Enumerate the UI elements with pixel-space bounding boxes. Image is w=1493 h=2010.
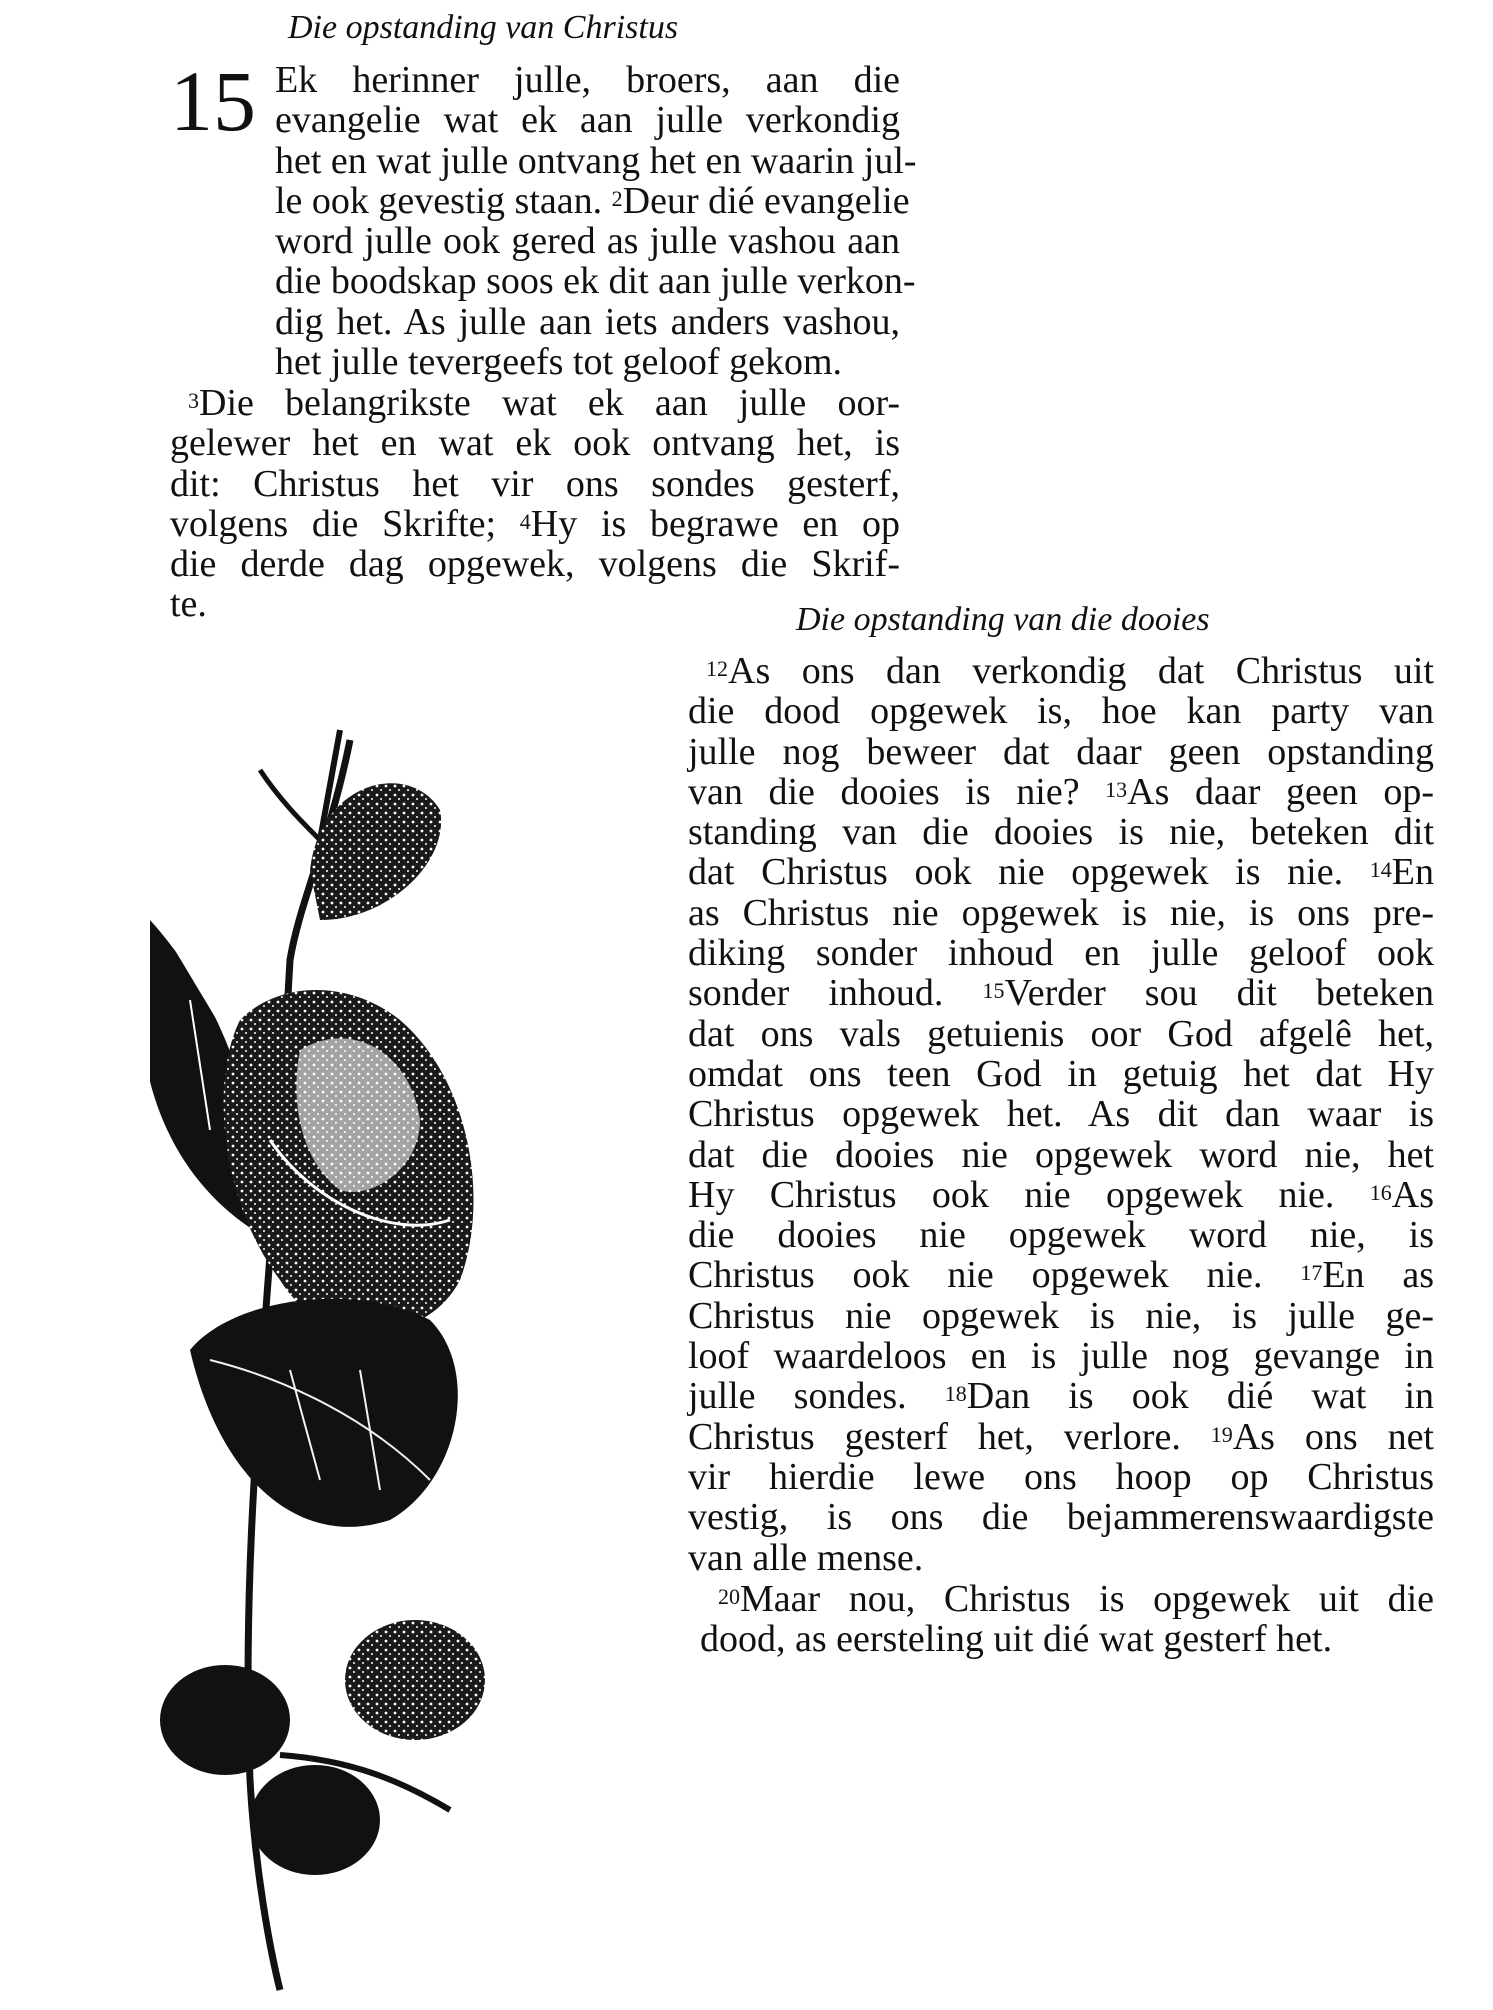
line-text: Christus ook nie opgewek nie. xyxy=(688,1254,1301,1297)
text-line xyxy=(688,1457,1434,1497)
line-text: En xyxy=(1391,851,1434,894)
line-text: Hy is begrawe en op xyxy=(530,502,900,545)
verse-number: 3 xyxy=(188,388,199,413)
text-line xyxy=(688,1094,1434,1134)
line-text: te. xyxy=(170,583,207,626)
text-line xyxy=(275,139,917,182)
text-line xyxy=(275,179,910,222)
line-text: Christus gesterf het, verlore. xyxy=(688,1415,1211,1458)
line-text: As ons dan verkondig dat Christus uit xyxy=(728,650,1434,692)
text-line xyxy=(275,60,900,100)
verse-number: 2 xyxy=(611,185,623,211)
text-line xyxy=(170,544,900,584)
text-line xyxy=(170,383,900,423)
chapter-number: 15 xyxy=(170,53,256,149)
line-text: Christus opgewek het. As dit dan waar is xyxy=(688,1093,1434,1136)
rose-illustration xyxy=(150,720,590,2000)
text-line xyxy=(688,1215,1434,1255)
text-line xyxy=(688,1497,1434,1537)
line-text: le ook gevestig staan. xyxy=(275,179,612,222)
text-line xyxy=(688,1296,1434,1336)
line-text: julle sondes. xyxy=(688,1375,945,1418)
verse-number: 14 xyxy=(1369,857,1392,883)
line-text: Maar nou, Christus is opgewek uit die xyxy=(740,1578,1434,1620)
line-text: die derde dag opgewek, volgens die Skrif- xyxy=(170,543,900,586)
text-line xyxy=(170,504,900,544)
text-line xyxy=(688,732,1434,772)
line-text: evangelie wat ek aan julle verkondig xyxy=(275,99,900,142)
text-line xyxy=(688,1336,1434,1376)
line-text: dat ons vals getuienis oor God afgelê het, xyxy=(688,1012,1434,1055)
text-line xyxy=(275,342,900,382)
text-line xyxy=(688,772,1434,812)
text-line xyxy=(275,100,900,140)
line-text: En as xyxy=(1322,1254,1434,1297)
line-text: standing van die dooies is nie, beteken dit xyxy=(688,811,1434,854)
text-line xyxy=(688,691,1434,731)
line-text: As ons net xyxy=(1232,1415,1434,1458)
line-text: volgens die Skrifte; xyxy=(170,502,520,545)
text-line xyxy=(688,1538,1434,1578)
line-text: van die dooies is nie? xyxy=(688,770,1106,813)
verse-number: 20 xyxy=(718,1584,740,1609)
text-line xyxy=(688,1135,1434,1175)
line-text: Deur dié evangelie xyxy=(622,179,910,222)
verse-block-1 xyxy=(275,59,917,384)
text-line xyxy=(688,1255,1434,1295)
line-text: omdat ons teen God in getuig het dat Hy xyxy=(688,1052,1434,1095)
verse-number: 12 xyxy=(706,656,728,681)
text-line xyxy=(170,423,900,463)
line-text: loof waardeloos en is julle nog gevange in xyxy=(688,1335,1434,1378)
verse-number: 18 xyxy=(944,1381,967,1407)
verse-number: 13 xyxy=(1105,776,1128,802)
line-text: As daar geen op- xyxy=(1127,770,1434,813)
verse-number: 16 xyxy=(1369,1179,1392,1205)
line-text: dat Christus ook nie opgewek is nie. xyxy=(688,851,1370,894)
line-text: diking sonder inhoud en julle geloof ook xyxy=(688,932,1434,975)
text-line xyxy=(275,221,900,261)
text-line xyxy=(688,933,1434,973)
section-heading-dead-resurrection: Die opstanding van die dooies xyxy=(796,601,1210,638)
text-line xyxy=(688,1376,1434,1416)
line-text: vir hierdie lewe ons hoop op Christus xyxy=(688,1455,1434,1498)
text-line xyxy=(688,651,1434,691)
line-text: het julle tevergeefs tot geloof gekom. xyxy=(275,341,843,384)
line-text: dood, as eersteling uit dié wat gesterf het. xyxy=(700,1618,1333,1661)
line-text: as Christus nie opgewek is nie, is ons pre- xyxy=(688,891,1434,934)
line-text: dig het. As julle aan iets anders vashou, xyxy=(275,300,900,343)
verse-number: 15 xyxy=(982,978,1005,1004)
text-line xyxy=(688,893,1434,933)
line-text: Verder sou dit beteken xyxy=(1004,972,1434,1015)
verse-number: 19 xyxy=(1210,1421,1233,1447)
text-line xyxy=(170,584,900,624)
line-text: van alle mense. xyxy=(688,1536,924,1579)
text-line xyxy=(688,1054,1434,1094)
text-line xyxy=(688,973,1434,1013)
text-line xyxy=(700,1579,1434,1619)
text-line xyxy=(688,1417,1434,1457)
line-text: Hy Christus ook nie opgewek nie. xyxy=(688,1173,1370,1216)
line-text: Christus nie opgewek is nie, is julle ge- xyxy=(688,1294,1434,1337)
line-text: sonder inhoud. xyxy=(688,972,983,1015)
text-line xyxy=(170,464,900,504)
verse-number: 17 xyxy=(1300,1260,1323,1286)
text-line xyxy=(688,1014,1434,1054)
line-text: die boodskap soos ek dit aan julle verkon- xyxy=(275,260,916,303)
section-heading-christ-resurrection: Die opstanding van Christus xyxy=(288,9,679,46)
verse-number: 4 xyxy=(519,508,531,534)
line-text: die dooies nie opgewek word nie, is xyxy=(688,1214,1434,1257)
line-text: Die belangrikste wat ek aan julle oor- xyxy=(199,382,900,424)
line-text: het en wat julle ontvang het en waarin jul- xyxy=(275,139,917,182)
verse-block-2 xyxy=(170,383,900,625)
text-line xyxy=(275,260,916,303)
text-line xyxy=(688,1175,1434,1215)
line-text: dat die dooies nie opgewek word nie, het xyxy=(688,1133,1434,1176)
verse-block-3 xyxy=(688,651,1434,1578)
line-text: gelewer het en wat ek ook ontvang het, is xyxy=(170,422,900,465)
text-line xyxy=(700,1619,1434,1659)
line-text: Dan is ook dié wat in xyxy=(966,1375,1434,1418)
line-text: Ek herinner julle, broers, aan die xyxy=(275,59,900,101)
text-line xyxy=(275,302,900,342)
line-text: As xyxy=(1391,1173,1434,1216)
line-text: vestig, is ons die bejammerenswaardigste xyxy=(688,1496,1434,1539)
line-text: julle nog beweer dat daar geen opstanding xyxy=(688,730,1434,773)
text-line xyxy=(688,852,1434,892)
text-line xyxy=(688,812,1434,852)
line-text: dit: Christus het vir ons sondes gesterf, xyxy=(170,462,900,505)
line-text: die dood opgewek is, hoe kan party van xyxy=(688,690,1434,733)
line-text: word julle ook gered as julle vashou aan xyxy=(275,220,900,263)
verse-block-4 xyxy=(700,1579,1434,1660)
